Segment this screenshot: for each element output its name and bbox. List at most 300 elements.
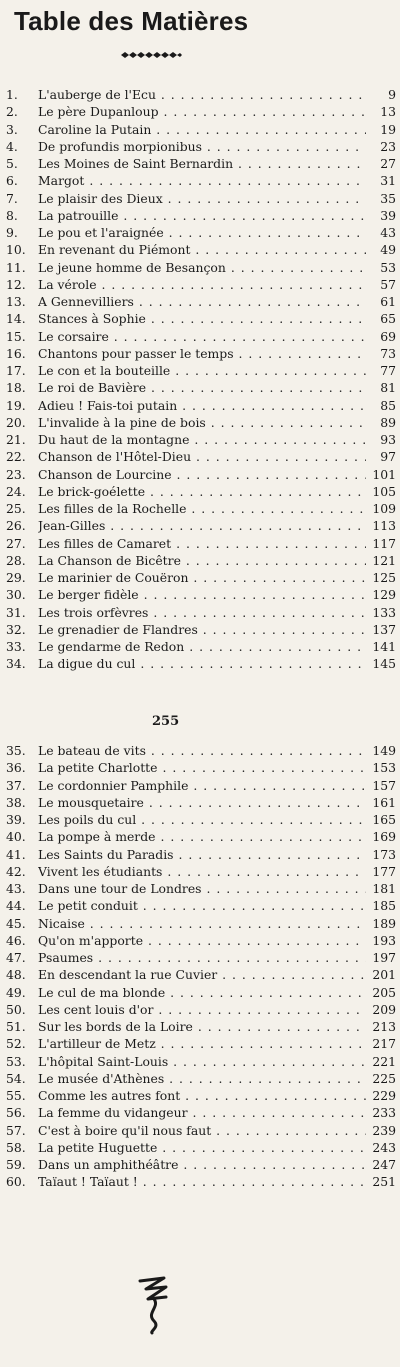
toc-entry-number: 17. bbox=[6, 363, 26, 378]
toc-entry bbox=[0, 310, 400, 327]
toc-entry-page: 39 bbox=[366, 207, 396, 224]
toc-entry-page: 193 bbox=[366, 932, 396, 949]
toc-entry-title bbox=[38, 466, 366, 483]
toc-entry-title-text: Le père Dupanloup bbox=[38, 104, 159, 120]
toc-entry-page: 23 bbox=[366, 138, 396, 155]
toc-entry-page: 9 bbox=[366, 86, 396, 103]
toc-entry-number: 33. bbox=[6, 639, 26, 654]
toc-entry-number: 26. bbox=[6, 518, 26, 534]
toc-entry-title-text: L'invalide à la pine de bois bbox=[38, 414, 206, 430]
toc-entry bbox=[0, 121, 400, 138]
toc-entry-number: 18. bbox=[6, 380, 26, 396]
toc-entry bbox=[0, 431, 400, 448]
toc-entry-number: 23. bbox=[6, 466, 26, 482]
toc-entry-title-text: Le pou et l'araignée bbox=[38, 225, 164, 240]
toc-entry-number: 43. bbox=[6, 881, 26, 896]
toc-entry bbox=[0, 863, 400, 880]
toc-entry-title-text: Les filles de la Rochelle bbox=[38, 501, 187, 516]
toc-entry-title-text: Le cul de ma blonde bbox=[38, 984, 166, 1000]
toc-entry-title bbox=[38, 932, 366, 949]
toc-entry-title bbox=[38, 638, 366, 655]
toc-entry bbox=[0, 483, 400, 500]
toc-entry-title bbox=[38, 397, 366, 414]
toc-entry-page: 243 bbox=[366, 1139, 396, 1156]
toc-entry-page: 19 bbox=[366, 121, 396, 138]
toc-entry-number: 25. bbox=[6, 501, 26, 516]
toc-entry-title bbox=[38, 1035, 366, 1052]
toc-entry-title bbox=[38, 794, 366, 811]
toc-entry-page: 57 bbox=[366, 276, 396, 293]
toc-entry-title bbox=[38, 846, 366, 863]
toc-entry bbox=[0, 655, 400, 672]
toc-entry-title-text: Dans un amphithéâtre bbox=[38, 1157, 179, 1172]
toc-entry bbox=[0, 190, 400, 207]
toc-entry-title-text: Le bateau de vits bbox=[38, 743, 146, 758]
toc-entry-title-text: Du haut de la montagne bbox=[38, 432, 190, 447]
toc-entry-number: 50. bbox=[6, 1001, 26, 1017]
toc-entry-title-text: Les filles de Camaret bbox=[38, 535, 172, 551]
toc-entry-number: 19. bbox=[6, 397, 26, 413]
toc-entry bbox=[0, 1035, 400, 1052]
toc-entry-title-text: A Gennevilliers bbox=[38, 294, 134, 309]
toc-entry-title bbox=[38, 155, 366, 172]
toc-entry-title-text: Le berger fidèle bbox=[38, 587, 139, 603]
toc-entry-title bbox=[38, 586, 366, 603]
toc-entry-title bbox=[38, 880, 366, 897]
toc-entry-number: 41. bbox=[6, 846, 26, 862]
toc-entry-number: 7. bbox=[6, 190, 18, 206]
toc-entry bbox=[0, 949, 400, 966]
toc-entry-page: 161 bbox=[366, 794, 396, 811]
toc-entry-page: 35 bbox=[366, 190, 396, 207]
toc-entry-title bbox=[38, 138, 366, 155]
toc-entry-title-text: Le con et la bouteille bbox=[38, 363, 171, 378]
toc-entry-title bbox=[38, 777, 366, 794]
toc-entry-title bbox=[38, 276, 366, 293]
toc-entry-title bbox=[38, 863, 366, 880]
toc-entry-page: 53 bbox=[366, 259, 396, 276]
toc-entry-title bbox=[38, 121, 366, 138]
toc-entry-number: 2. bbox=[6, 104, 18, 120]
toc-entry bbox=[0, 345, 400, 362]
toc-entry-number: 39. bbox=[6, 812, 26, 827]
toc-entry bbox=[0, 103, 400, 120]
toc-entry-page: 181 bbox=[366, 880, 396, 897]
toc-entry-number: 22. bbox=[6, 449, 26, 465]
toc-entry-page: 247 bbox=[366, 1156, 396, 1173]
toc-entry-title-text: Les Saints du Paradis bbox=[38, 846, 174, 862]
toc-entry-number: 56. bbox=[6, 1105, 26, 1121]
toc-entry bbox=[0, 984, 400, 1001]
toc-entry-page: 89 bbox=[366, 414, 396, 431]
toc-entry-title bbox=[38, 535, 366, 552]
toc-entry-title bbox=[38, 604, 366, 621]
toc-entry-number: 48. bbox=[6, 967, 26, 983]
toc-entry-title bbox=[38, 207, 366, 224]
toc-entry bbox=[0, 172, 400, 189]
toc-entry-title bbox=[38, 759, 366, 776]
toc-entry bbox=[0, 621, 400, 638]
toc-entry-title-text: La patrouille bbox=[38, 207, 119, 223]
toc-entry-title bbox=[38, 328, 366, 345]
toc-entry-page: 129 bbox=[366, 586, 396, 603]
toc-entry-number: 12. bbox=[6, 276, 26, 292]
toc-entry-page: 109 bbox=[366, 500, 396, 517]
toc-entry-number: 52. bbox=[6, 1036, 26, 1052]
toc-entry bbox=[0, 1122, 400, 1139]
toc-entry-title-text: Jean-Gilles bbox=[38, 518, 106, 534]
toc-entry-number: 3. bbox=[6, 121, 18, 137]
toc-entry bbox=[0, 552, 400, 569]
toc-entry-title-text: La petite Charlotte bbox=[38, 760, 158, 776]
toc-entry-title bbox=[38, 190, 366, 207]
toc-entry bbox=[0, 1104, 400, 1121]
toc-entry-number: 20. bbox=[6, 414, 26, 430]
toc-entry-title bbox=[38, 241, 366, 258]
toc-entry bbox=[0, 1018, 400, 1035]
toc-entry-number: 28. bbox=[6, 552, 26, 568]
toc-entry-title bbox=[38, 224, 366, 241]
toc-entry-title-text: Nicaise bbox=[38, 915, 85, 931]
toc-entry-title bbox=[38, 1139, 366, 1156]
toc-entry-title-text: Le gendarme de Redon bbox=[38, 639, 185, 654]
toc-entry-page: 165 bbox=[366, 811, 396, 828]
toc-entry-number: 30. bbox=[6, 587, 26, 603]
toc-entry-page: 105 bbox=[366, 483, 396, 500]
toc-entry bbox=[0, 1053, 400, 1070]
toc-entry-title-text: Le musée d'Athènes bbox=[38, 1070, 165, 1086]
toc-entry bbox=[0, 1001, 400, 1018]
toc-entry bbox=[0, 1139, 400, 1156]
toc-entry-title-text: La vérole bbox=[38, 276, 97, 292]
toc-entry-page: 229 bbox=[366, 1087, 396, 1104]
toc-entry-title-text: Le brick-goélette bbox=[38, 483, 146, 499]
toc-entry-title bbox=[38, 915, 366, 932]
toc-entry-number: 34. bbox=[6, 656, 26, 672]
toc-entry bbox=[0, 414, 400, 431]
toc-entry-title-text: L'artilleur de Metz bbox=[38, 1036, 156, 1052]
toc-entry-title-text: Taïaut ! Taïaut ! bbox=[38, 1174, 138, 1190]
toc-entry-title bbox=[38, 310, 366, 327]
toc-entry bbox=[0, 828, 400, 845]
toc-entry-number: 32. bbox=[6, 621, 26, 637]
toc-entry-page: 125 bbox=[366, 569, 396, 586]
toc-entry-title-text: La femme du vidangeur bbox=[38, 1105, 188, 1121]
toc-entry-title-text: Caroline la Putain bbox=[38, 121, 152, 137]
toc-entry-title-text: Le plaisir des Dieux bbox=[38, 190, 163, 206]
toc-entry-number: 54. bbox=[6, 1070, 26, 1086]
toc-entry-page: 217 bbox=[366, 1035, 396, 1052]
toc-entry bbox=[0, 155, 400, 172]
toc-entry-title-text: Les cent louis d'or bbox=[38, 1001, 154, 1017]
toc-entry-number: 1. bbox=[6, 87, 18, 102]
toc-entry-title-text: La digue du cul bbox=[38, 656, 136, 672]
toc-entry-title-text: La petite Huguette bbox=[38, 1139, 158, 1155]
toc-entry-title bbox=[38, 1173, 366, 1190]
toc-entry-number: 35. bbox=[6, 743, 26, 758]
toc-entry-title-text: En descendant la rue Cuvier bbox=[38, 967, 218, 983]
toc-entry-number: 47. bbox=[6, 950, 26, 965]
toc-entry-page: 141 bbox=[366, 638, 396, 655]
toc-entry-number: 60. bbox=[6, 1174, 26, 1190]
toc-entry-number: 10. bbox=[6, 242, 26, 258]
toc-entry-title-text: Chanson de l'Hôtel-Dieu bbox=[38, 449, 192, 465]
toc-entry-page: 77 bbox=[366, 362, 396, 379]
toc-entry-page: 73 bbox=[366, 345, 396, 362]
toc-entry-page: 225 bbox=[366, 1070, 396, 1087]
toc-entry-title bbox=[38, 293, 366, 310]
toc-entry-title-text: L'auberge de l'Ecu bbox=[38, 87, 156, 102]
toc-entry-page: 213 bbox=[366, 1018, 396, 1035]
toc-entry-number: 37. bbox=[6, 777, 26, 793]
toc-entry bbox=[0, 932, 400, 949]
toc-entry bbox=[0, 276, 400, 293]
toc-entry-title-text: De profundis morpionibus bbox=[38, 138, 202, 154]
toc-entry-number: 53. bbox=[6, 1053, 26, 1069]
toc-entry-title-text: Le petit conduit bbox=[38, 898, 138, 914]
toc-entry-title-text: C'est à boire qu'il nous faut bbox=[38, 1122, 212, 1138]
toc-entry bbox=[0, 777, 400, 794]
toc-entry-title-text: Comme les autres font bbox=[38, 1088, 181, 1103]
toc-entry-number: 59. bbox=[6, 1157, 26, 1172]
toc-entry-title bbox=[38, 362, 366, 379]
toc-entry-title bbox=[38, 500, 366, 517]
toc-entry-title bbox=[38, 1122, 366, 1139]
toc-entry-page: 185 bbox=[366, 897, 396, 914]
toc-entry-title bbox=[38, 949, 366, 966]
toc-entry-title-text: Le corsaire bbox=[38, 328, 109, 344]
toc-entry-page: 121 bbox=[366, 552, 396, 569]
toc-entry-title bbox=[38, 172, 366, 189]
toc-entry bbox=[0, 1087, 400, 1104]
toc-entry bbox=[0, 966, 400, 983]
toc-entry-page: 157 bbox=[366, 777, 396, 794]
toc-entry-title-text: Le roi de Bavière bbox=[38, 380, 147, 396]
toc-entry bbox=[0, 897, 400, 914]
toc-entry-page: 101 bbox=[366, 466, 396, 483]
toc-entry-number: 49. bbox=[6, 984, 26, 1000]
toc-entry bbox=[0, 794, 400, 811]
toc-entry-title bbox=[38, 345, 366, 362]
toc-entry-title bbox=[38, 811, 366, 828]
toc-entry bbox=[0, 742, 400, 759]
toc-entry bbox=[0, 448, 400, 465]
toc-entry-page: 233 bbox=[366, 1104, 396, 1121]
toc-entry-page: 133 bbox=[366, 604, 396, 621]
toc-entry-title bbox=[38, 655, 366, 672]
toc-entry-page: 27 bbox=[366, 155, 396, 172]
toc-entry-page: 85 bbox=[366, 397, 396, 414]
toc-entry-number: 9. bbox=[6, 225, 18, 240]
toc-entry-title-text: Sur les bords de la Loire bbox=[38, 1019, 193, 1034]
toc-entry bbox=[0, 811, 400, 828]
toc-entry-number: 6. bbox=[6, 173, 18, 189]
toc-entry-title bbox=[38, 569, 366, 586]
toc-entry-page: 69 bbox=[366, 328, 396, 345]
toc-entry-page: 201 bbox=[366, 966, 396, 983]
toc-entry bbox=[0, 397, 400, 414]
toc-entry-title bbox=[38, 1070, 366, 1087]
toc-entry-page: 43 bbox=[366, 224, 396, 241]
toc-entry-number: 51. bbox=[6, 1019, 26, 1034]
toc-entry-page: 13 bbox=[366, 103, 396, 120]
toc-entry-number: 44. bbox=[6, 898, 26, 914]
page-number: 255 bbox=[152, 714, 180, 729]
toc-entry-number: 55. bbox=[6, 1088, 26, 1103]
toc-entry bbox=[0, 517, 400, 534]
toc-entry-title bbox=[38, 1018, 366, 1035]
toc-entry-page: 169 bbox=[366, 828, 396, 845]
toc-entry bbox=[0, 466, 400, 483]
toc-entry-number: 21. bbox=[6, 432, 26, 447]
toc-entry bbox=[0, 362, 400, 379]
toc-entry-page: 221 bbox=[366, 1053, 396, 1070]
toc-entry bbox=[0, 328, 400, 345]
toc-entry-title-text: Adieu ! Fais-toi putain bbox=[38, 397, 178, 413]
toc-entry-title bbox=[38, 621, 366, 638]
toc-entry-number: 11. bbox=[6, 259, 26, 275]
toc-entry-page: 49 bbox=[366, 241, 396, 258]
toc-entry bbox=[0, 915, 400, 932]
page-title: Table des Matières bbox=[14, 6, 249, 36]
toc-entry-page: 209 bbox=[366, 1001, 396, 1018]
toc-entry-number: 45. bbox=[6, 915, 26, 931]
toc-entry-page: 205 bbox=[366, 984, 396, 1001]
toc-entry bbox=[0, 241, 400, 258]
toc-entry-page: 31 bbox=[366, 172, 396, 189]
toc-entry-title-text: Les Moines de Saint Bernardin bbox=[38, 156, 234, 171]
toc-entry-page: 197 bbox=[366, 949, 396, 966]
toc-entry-number: 8. bbox=[6, 207, 18, 223]
toc-entry-title-text: La pompe à merde bbox=[38, 829, 156, 845]
toc-entry-number: 31. bbox=[6, 604, 26, 620]
toc-entry-number: 57. bbox=[6, 1122, 26, 1138]
toc-entry bbox=[0, 1156, 400, 1173]
toc-entry-number: 38. bbox=[6, 794, 26, 810]
toc-entry-page: 65 bbox=[366, 310, 396, 327]
toc-entry-page: 93 bbox=[366, 431, 396, 448]
toc-entry bbox=[0, 569, 400, 586]
toc-entry-number: 42. bbox=[6, 863, 26, 879]
toc-entry-title bbox=[38, 431, 366, 448]
toc-entry bbox=[0, 759, 400, 776]
printer-mark-icon bbox=[136, 1275, 170, 1335]
toc-entry-title-text: Le cordonnier Pamphile bbox=[38, 777, 189, 793]
toc-entry-number: 36. bbox=[6, 760, 26, 776]
toc-entry-title-text: Qu'on m'apporte bbox=[38, 932, 144, 948]
toc-entry-title-text: Chantons pour passer le temps bbox=[38, 345, 234, 361]
toc-entry bbox=[0, 500, 400, 517]
toc-entry-page: 113 bbox=[366, 517, 396, 534]
toc-entry-number: 24. bbox=[6, 483, 26, 499]
toc-entry bbox=[0, 880, 400, 897]
toc-entry-page: 189 bbox=[366, 915, 396, 932]
toc-entry-title bbox=[38, 966, 366, 983]
toc-entry-title bbox=[38, 1156, 366, 1173]
toc-entry-title-text: Dans une tour de Londres bbox=[38, 881, 202, 896]
toc-entry-title-text: Margot bbox=[38, 173, 85, 189]
toc-entry-title-text: La Chanson de Bicêtre bbox=[38, 552, 181, 568]
toc-entry bbox=[0, 535, 400, 552]
toc-entry-title bbox=[38, 103, 366, 120]
toc-entry-page: 97 bbox=[366, 448, 396, 465]
toc-entry-number: 27. bbox=[6, 535, 26, 551]
toc-entry bbox=[0, 293, 400, 310]
toc-entry bbox=[0, 207, 400, 224]
toc-entry-page: 117 bbox=[366, 535, 396, 552]
toc-entry-number: 58. bbox=[6, 1139, 26, 1155]
toc-entry-title bbox=[38, 1001, 366, 1018]
toc-entry-title bbox=[38, 1104, 366, 1121]
toc-entry-page: 239 bbox=[366, 1122, 396, 1139]
toc-entry-title-text: Les trois orfèvres bbox=[38, 604, 149, 620]
toc-entry-title-text: Le marinier de Couëron bbox=[38, 570, 189, 585]
toc-entry-page: 177 bbox=[366, 863, 396, 880]
toc-entry bbox=[0, 846, 400, 863]
toc-entry-title bbox=[38, 1053, 366, 1070]
toc-entry bbox=[0, 259, 400, 276]
toc-entry-page: 149 bbox=[366, 742, 396, 759]
toc-entry-page: 153 bbox=[366, 759, 396, 776]
toc-entry-title bbox=[38, 828, 366, 845]
toc-entry-page: 145 bbox=[366, 655, 396, 672]
toc-entry bbox=[0, 379, 400, 396]
toc-entry-number: 14. bbox=[6, 311, 26, 327]
toc-entry-title bbox=[38, 1087, 366, 1104]
toc-entry-title bbox=[38, 552, 366, 569]
toc-entry-title bbox=[38, 984, 366, 1001]
toc-entry-title-text: En revenant du Piémont bbox=[38, 242, 191, 258]
toc-entry bbox=[0, 586, 400, 603]
toc-entry-title bbox=[38, 448, 366, 465]
toc-entry-title bbox=[38, 517, 366, 534]
toc-entry-title bbox=[38, 259, 366, 276]
toc-entry bbox=[0, 1173, 400, 1190]
toc-entry-number: 16. bbox=[6, 345, 26, 361]
toc-entry-title-text: Vivent les étudiants bbox=[38, 863, 163, 879]
toc-entry-title-text: Chanson de Lourcine bbox=[38, 466, 172, 482]
toc-entry-title-text: Les poils du cul bbox=[38, 812, 137, 827]
toc-entry-title-text: Psaumes bbox=[38, 950, 94, 965]
toc-entry-title bbox=[38, 379, 366, 396]
toc-entry-number: 40. bbox=[6, 829, 26, 845]
toc-entry-title bbox=[38, 483, 366, 500]
toc-entry-title-text: Le jeune homme de Besançon bbox=[38, 259, 226, 275]
toc-entry-page: 251 bbox=[366, 1173, 396, 1190]
toc-entry-number: 29. bbox=[6, 570, 26, 585]
toc-entry bbox=[0, 224, 400, 241]
toc-entry-page: 137 bbox=[366, 621, 396, 638]
toc-entry-page: 81 bbox=[366, 379, 396, 396]
toc-entry bbox=[0, 1070, 400, 1087]
toc-entry-title bbox=[38, 897, 366, 914]
toc-entry bbox=[0, 86, 400, 103]
toc-entry-page: 173 bbox=[366, 846, 396, 863]
toc-entry-page: 61 bbox=[366, 293, 396, 310]
toc-entry bbox=[0, 138, 400, 155]
ornament-divider bbox=[120, 49, 182, 61]
toc-entry-title-text: Le grenadier de Flandres bbox=[38, 621, 198, 637]
toc-entry-title-text: Stances à Sophie bbox=[38, 311, 146, 327]
toc-entry bbox=[0, 638, 400, 655]
toc-entry-number: 5. bbox=[6, 156, 18, 171]
toc-entry-title bbox=[38, 414, 366, 431]
toc-entry bbox=[0, 604, 400, 621]
toc-entry-number: 15. bbox=[6, 328, 26, 344]
toc-entry-title bbox=[38, 742, 366, 759]
toc-entry-number: 13. bbox=[6, 294, 26, 309]
toc-entry-title-text: Le mousquetaire bbox=[38, 794, 144, 810]
